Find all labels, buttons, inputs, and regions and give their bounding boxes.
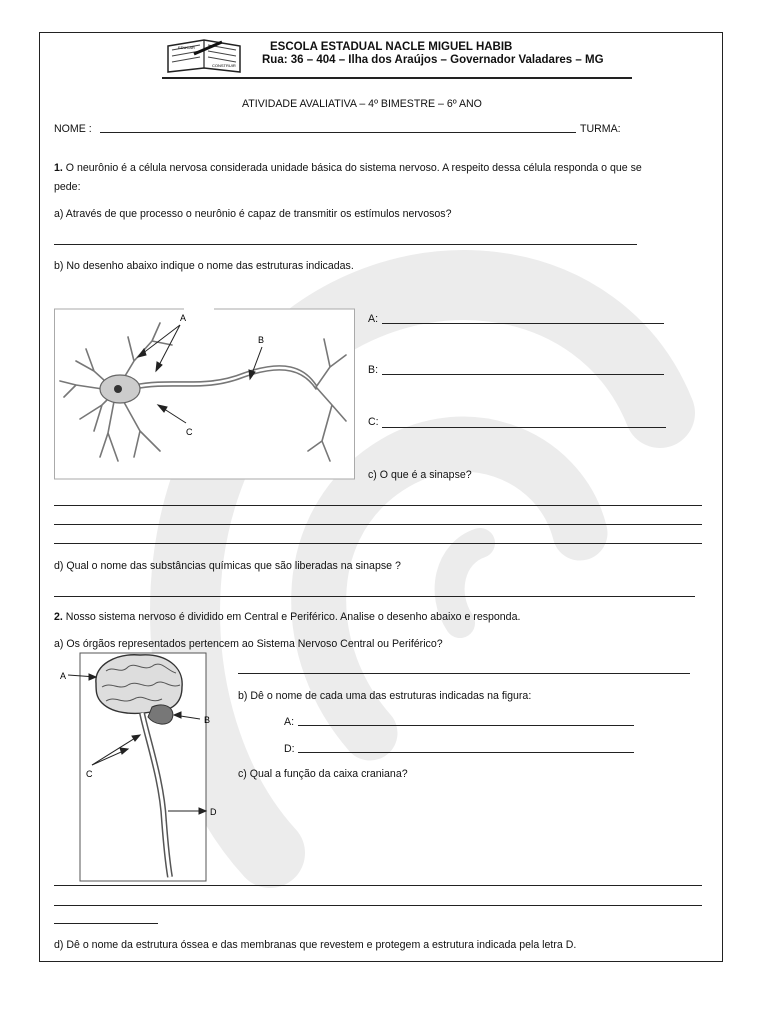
worksheet-page [39, 32, 723, 962]
q1-text-continued: pede: [54, 181, 81, 193]
name-field[interactable] [100, 132, 576, 133]
school-name: ESCOLA ESTADUAL NACLE MIGUEL HABIB [270, 41, 513, 53]
school-logo-book-icon [164, 36, 244, 76]
q1a-question: a) Através de que processo o neurônio é capaz de transmitir os estímulos nervosos? [54, 208, 452, 220]
q2a-question: a) Os órgãos representados pertencem ao Sistema Nervoso Central ou Periférico? [54, 638, 443, 650]
q2d-question: d) Dê o nome da estrutura óssea e das membranas que revestem e protegem a estrutura indicada pela letra D. [54, 939, 577, 951]
q2c-answer-line-1[interactable] [54, 885, 702, 886]
logo-text-top: EDUCAR [178, 45, 195, 50]
q2a-answer-line[interactable] [238, 673, 690, 674]
q2-text [54, 610, 520, 624]
q2c-answer-line-3[interactable] [54, 923, 158, 924]
q1b-answer-a-line[interactable] [382, 323, 664, 324]
school-address: Rua: 36 – 404 – Ilha dos Araújos – Governador Valadares – MG [262, 54, 604, 66]
neuron-label-a: A [180, 313, 187, 323]
q1a-answer-line[interactable] [54, 244, 637, 245]
q1b-answer-b-line[interactable] [382, 374, 664, 375]
class-label: TURMA: [580, 123, 621, 135]
q1d-question: d) Qual o nome das substâncias químicas que são liberadas na sinapse ? [54, 560, 401, 572]
q2b-answer-a-line[interactable] [298, 725, 634, 726]
name-label: NOME : [54, 123, 92, 135]
q1c-answer-line-2[interactable] [54, 524, 702, 525]
q1c-answer-line-1[interactable] [54, 505, 702, 506]
q1c-question: c) O que é a sinapse? [368, 469, 472, 481]
brain-label-a: A [60, 671, 67, 681]
q2b-question: b) Dê o nome de cada uma das estruturas indicadas na figura: [238, 690, 532, 702]
q1-number: 1. [54, 162, 63, 174]
q1b-answer-a-label: A: [368, 313, 379, 325]
neuron-label-b: B [258, 335, 265, 345]
q2b-answer-a-label: A: [284, 716, 295, 728]
q1b-question: b) No desenho abaixo indique o nome das estruturas indicadas. [54, 260, 354, 272]
q1-statement: O neurônio é a célula nervosa considerada unidade básica do sistema nervoso. A respeito dessa célula responda o que se [65, 162, 642, 174]
q1c-answer-line-3[interactable] [54, 543, 702, 544]
q2b-answer-d-label: D: [284, 743, 295, 755]
brain-label-d: D [210, 807, 217, 817]
q2-statement: Nosso sistema nervoso é dividido em Central e Periférico. Analise o desenho abaixo e responda. [65, 611, 521, 623]
q1-text [54, 161, 642, 175]
q1b-answer-c-label: C: [368, 416, 379, 428]
brain-label-b: B [204, 715, 211, 725]
q1d-answer-line[interactable] [54, 596, 695, 597]
neuron-label-c: C [186, 427, 193, 437]
q2c-question: c) Qual a função da caixa craniana? [238, 768, 408, 780]
logo-text-bottom: CONSTRUIR [212, 63, 236, 68]
brain-spinal-cord-figure [58, 651, 228, 883]
q1b-answer-b-label: B: [368, 364, 379, 376]
page-title: ATIVIDADE AVALIATIVA – 4º BIMESTRE – 6º ANO [242, 98, 482, 110]
q2b-answer-d-line[interactable] [298, 752, 634, 753]
q2c-answer-line-2[interactable] [54, 905, 702, 906]
q1b-answer-c-line[interactable] [382, 427, 666, 428]
q2-number: 2. [54, 611, 63, 623]
brain-label-c: C [86, 769, 93, 779]
neuron-figure [54, 301, 356, 481]
